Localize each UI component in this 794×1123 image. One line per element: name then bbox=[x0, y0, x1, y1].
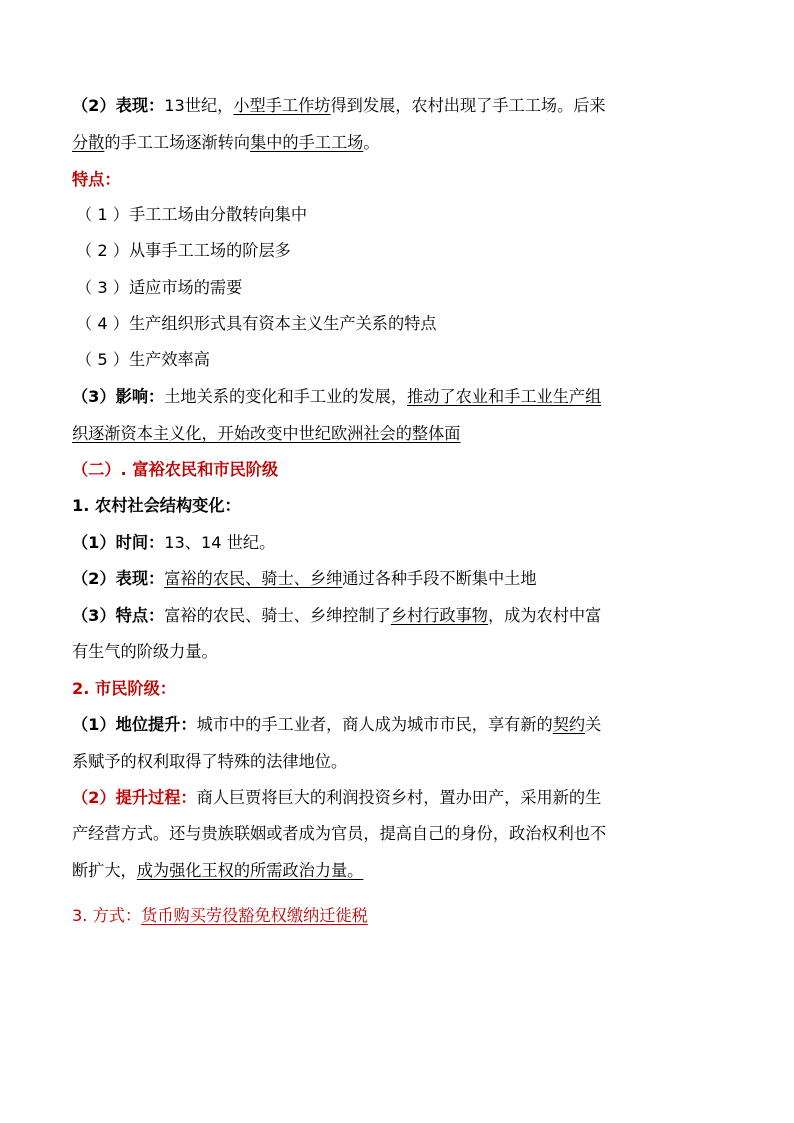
line-expression-rural bbox=[72, 568, 537, 590]
text: 关 bbox=[585, 715, 602, 734]
line-features-rural-1 bbox=[72, 605, 601, 627]
underlined-text: 契约 bbox=[552, 715, 586, 734]
line-status-2: 系赋予的权利取得了特殊的法律地位。 bbox=[72, 752, 348, 771]
label-impact: （3）影响： bbox=[72, 387, 165, 406]
underlined-text: 富裕的农民、骑士、乡绅 bbox=[164, 569, 343, 588]
underlined-text: 织逐渐资本主义化，开始改变中世纪欧洲社会的整体面 bbox=[72, 424, 461, 443]
section-heading-2: （二）. 富裕农民和市民阶级 bbox=[72, 460, 279, 479]
feature-item-1: （ 1 ）手工工场由分散转向集中 bbox=[76, 205, 308, 224]
underlined-text: 小型手工作坊 bbox=[233, 96, 331, 115]
underlined-text: 分散 bbox=[72, 133, 105, 152]
line-process-2: 产经营方式。还与贵族联姻或者成为官员，提高自己的身份，政治权利也不 bbox=[72, 824, 607, 843]
line-process-3 bbox=[72, 860, 363, 882]
subheading-citizen: 2. 市民阶级： bbox=[72, 679, 176, 698]
feature-item-4: （ 4 ）生产组织形式具有资本主义生产关系的特点 bbox=[76, 314, 437, 333]
text: 13世纪， bbox=[164, 96, 234, 115]
text: 商人巨贾将巨大的利润投资乡村，置办田产，采用新的生 bbox=[196, 788, 602, 807]
text: 13、14 世纪。 bbox=[164, 533, 276, 552]
underlined-text: 推动了农业和手工业生产组 bbox=[407, 387, 602, 406]
line-time bbox=[72, 532, 275, 554]
text: 城市中的手工业者，商人成为城市市民，享有新的 bbox=[196, 715, 553, 734]
subheading-rural: 1. 农村社会结构变化： bbox=[72, 496, 241, 515]
feature-item-2: （ 2 ）从事手工工场的阶层多 bbox=[76, 241, 291, 260]
underlined-text: 乡村行政事物 bbox=[390, 606, 488, 625]
text: ，成为农村中富 bbox=[487, 606, 602, 625]
underlined-text: 货币购买劳役豁免权缴纳迁徙税 bbox=[141, 906, 368, 925]
line-method bbox=[72, 905, 368, 927]
line-process-1 bbox=[72, 787, 601, 809]
underlined-text: 成为强化王权的所需政治力量。 bbox=[136, 861, 364, 880]
text: 断扩大， bbox=[72, 861, 137, 880]
underlined-text: 集中的手工工场 bbox=[250, 133, 364, 152]
label-features: （3）特点： bbox=[72, 606, 165, 625]
label-time: （1）时间： bbox=[72, 533, 165, 552]
heading-features: 特点： bbox=[72, 170, 121, 189]
feature-item-3: （ 3 ）适应市场的需要 bbox=[76, 278, 243, 297]
line-status-1 bbox=[72, 714, 601, 736]
line-features-rural-2: 有生气的阶级力量。 bbox=[72, 642, 218, 661]
text: 通过各种手段不断集中土地 bbox=[342, 569, 537, 588]
label-process: （2）提升过程： bbox=[72, 788, 197, 807]
line-expression-1 bbox=[72, 95, 606, 117]
label-expression: （2）表现： bbox=[72, 569, 165, 588]
text: 富裕的农民、骑士、乡绅控制了 bbox=[164, 606, 391, 625]
line-impact-1 bbox=[72, 386, 601, 408]
label-status: （1）地位提升： bbox=[72, 715, 197, 734]
line-expression-2 bbox=[72, 132, 380, 154]
label-expression: （2）表现： bbox=[72, 96, 165, 115]
label-method: 3. 方式： bbox=[72, 906, 142, 925]
line-impact-2 bbox=[72, 423, 461, 445]
text: 的手工工场逐渐转向 bbox=[104, 133, 251, 152]
text: 土地关系的变化和手工业的发展， bbox=[164, 387, 408, 406]
text: 得到发展，农村出现了手工工场。后来 bbox=[330, 96, 606, 115]
text: 。 bbox=[363, 133, 380, 152]
feature-item-5: （ 5 ）生产效率高 bbox=[76, 350, 210, 369]
